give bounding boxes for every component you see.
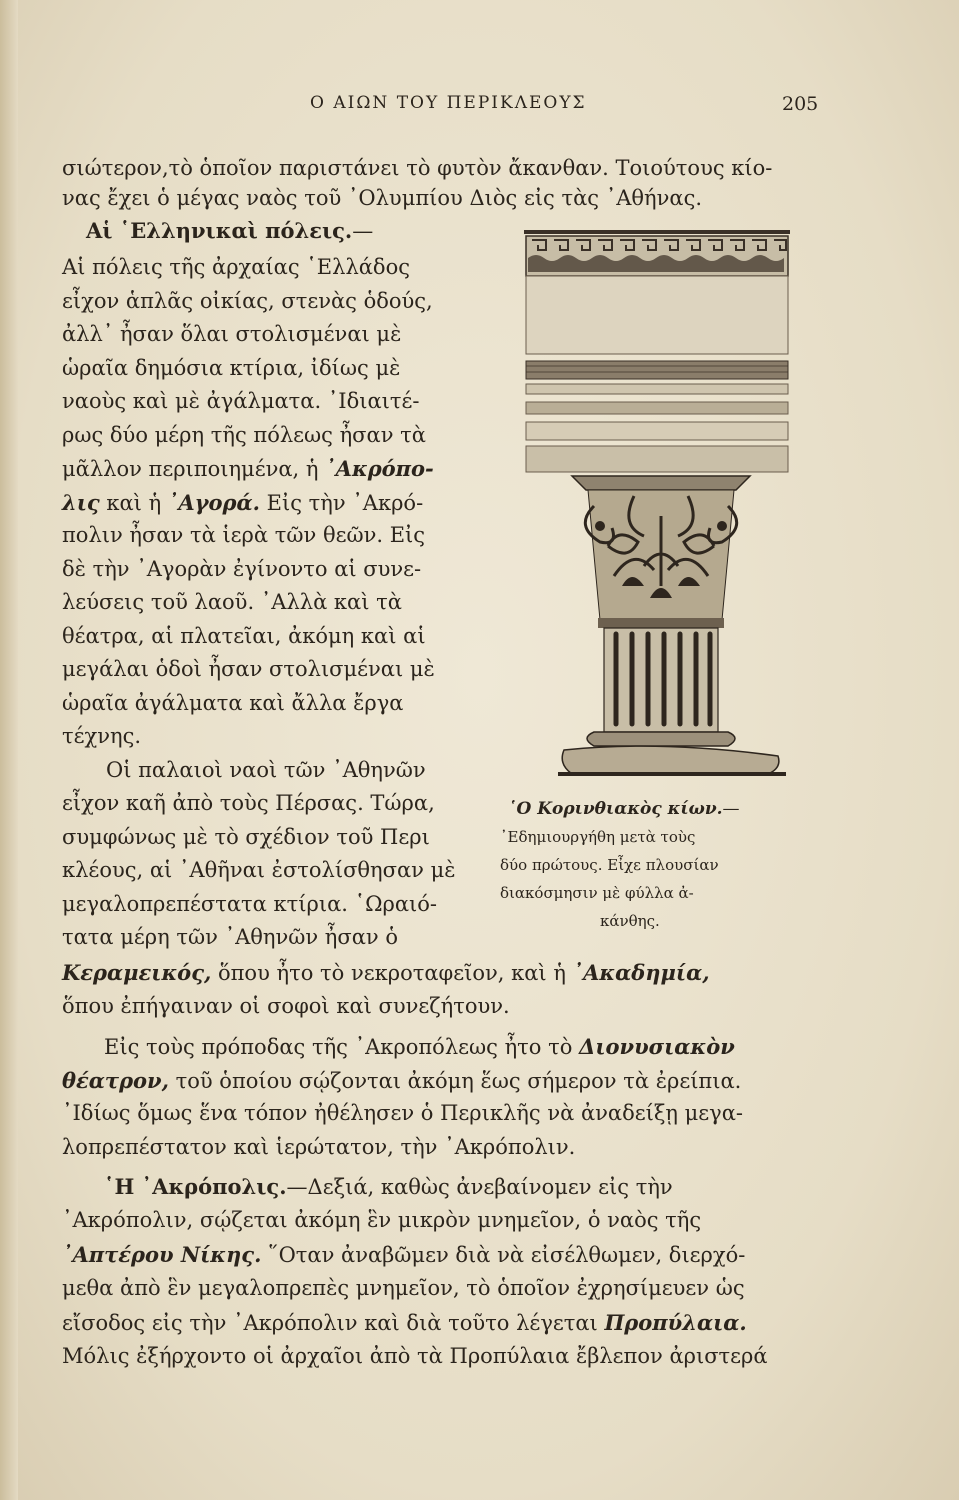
text-line: ρως δύο μέρη τῆς πόλεως ἦσαν τὰ: [62, 423, 426, 447]
emphasis-term: Διονυσιακὸν: [579, 1034, 735, 1059]
text-line: κλέους, αἱ ᾿Αθῆναι ἐστολίσθησαν μὲ: [62, 858, 456, 882]
emphasis-term: Κεραμεικός,: [62, 960, 212, 985]
text-line: εἶχον καῆ ἀπὸ τοὺς Πέρσας. Τώρα,: [62, 791, 435, 815]
emphasis-term: λις: [62, 490, 100, 515]
section-heading: Αἱ ῾Ελληνικαὶ πόλεις.: [86, 218, 353, 243]
text-run: μᾶλλον περιποιημένα, ἡ: [62, 457, 319, 481]
text-line: λοπρεπέστατον καὶ ἱερώτατον, τὴν ᾿Ακρόπολιν.: [62, 1135, 576, 1159]
text-run: —Δεξιά, καθὼς ἀνεβαίνομεν εἰς τὴν: [286, 1175, 673, 1199]
text-line: μεθα ἀπὸ ἓν μεγαλοπρεπὲς μνημεῖον, τὸ ὁποῖον ἐχρησίμευεν ὡς: [62, 1276, 745, 1300]
text-run: Εἰς τὴν ᾿Ακρό-: [266, 491, 424, 515]
text-line: μεγάλαι ὁδοὶ ἦσαν στολισμέναι μὲ: [62, 657, 435, 681]
text-line: εἶχον ἁπλᾶς οἰκίας, στενὰς ὁδούς,: [62, 289, 433, 313]
text-line: [62, 1312, 747, 1334]
text-run: ῞Οταν ἀναβῶμεν διὰ νὰ εἰσέλθωμεν, διερχό-: [268, 1243, 746, 1267]
section-heading-line: [86, 220, 373, 242]
page-header: [0, 93, 959, 123]
text-line: [62, 492, 423, 514]
text-line: λεύσεις τοῦ λαοῦ. ᾿Αλλὰ καὶ τὰ: [62, 590, 402, 614]
figure-caption-line: διακόσμησιν μὲ φύλλα ἀ-: [500, 884, 694, 902]
text-run: Εἰς τοὺς πρόποδας τῆς ᾿Ακροπόλεως ἦτο τὸ: [104, 1035, 573, 1059]
text-run: εἴσοδος εἰς τὴν ᾿Ακρόπολιν καὶ διὰ τοῦτο λέγεται: [62, 1311, 598, 1335]
emphasis-term: ᾿Απτέρου Νίκης.: [62, 1242, 262, 1267]
page-number: 205: [782, 93, 819, 115]
text-line: [104, 1036, 735, 1058]
text-line: Μόλις ἐξήρχοντο οἱ ἀρχαῖοι ἀπὸ τὰ Προπύλαια ἔβλεπον ἀριστερά: [62, 1344, 768, 1368]
text-line: νας ἔχει ὁ μέγας ναὸς τοῦ ᾿Ολυμπίου Διὸς εἰς τὰς ᾿Αθήνας.: [62, 186, 703, 210]
text-line: ᾿Ακρόπολιν, σῴζεται ἀκόμη ἓν μικρὸν μνημεῖον, ὁ ναὸς τῆς: [62, 1208, 702, 1232]
text-line: Οἱ παλαιοὶ ναοὶ τῶν ᾿Αθηνῶν: [106, 758, 426, 782]
text-line: ὡραῖα δημόσια κτίρια, ἰδίως μὲ: [62, 356, 401, 380]
text-line: θέατρα, αἱ πλατεῖαι, ἀκόμη καὶ αἱ: [62, 624, 426, 648]
text-line: ἀλλ᾿ ἦσαν ὅλαι στολισμέναι μὲ: [62, 322, 402, 346]
text-line: [62, 458, 434, 480]
text-line: σιώτερον,τὸ ὁποῖον παριστάνει τὸ φυτὸν ἄκανθαν. Τοιούτους κίο-: [62, 156, 773, 180]
emphasis-term: ᾿Αγορά.: [167, 490, 260, 515]
figure-caption-line: ᾿Εδημιουργήθη μετὰ τοὺς: [500, 828, 696, 846]
text-line: ὅπου ἐπήγαιναν οἱ σοφοὶ καὶ συνεζήτουν.: [62, 994, 510, 1018]
caption-dash: —: [722, 799, 740, 819]
text-run: ὅπου ἦτο τὸ νεκροταφεῖον, καὶ ἡ: [217, 961, 566, 985]
text-run: τοῦ ὁποίου σῴζονται ἀκόμη ἕως σήμερον τὰ ἐρείπια.: [175, 1069, 742, 1093]
corinthian-column-illustration: [524, 226, 792, 782]
page-edge-shadow: [0, 0, 18, 1500]
text-line: [62, 1244, 745, 1266]
emphasis-term: θέατρον,: [62, 1068, 169, 1093]
text-line: [62, 1070, 741, 1092]
text-line: τέχνης.: [62, 724, 142, 748]
emphasis-term: ᾿Ακρόπο-: [325, 456, 434, 481]
text-line: μεγαλοπρεπέστατα κτίρια. ῾Ωραιό-: [62, 892, 438, 916]
emphasis-term: ᾿Ακαδημία,: [572, 960, 710, 985]
figure-caption-title-line: [508, 797, 740, 818]
section-heading-line: [104, 1176, 673, 1198]
running-title: Ο ΑΙΩΝ ΤΟΥ ΠΕΡΙΚΛΕΟΥΣ: [310, 93, 587, 113]
text-line: Αἱ πόλεις τῆς ἀρχαίας ῾Ελλάδος: [62, 255, 410, 279]
figure-caption-line: δύο πρώτους. Εἶχε πλουσίαν: [500, 856, 719, 874]
section-heading: ῾Η ᾿Ακρόπολις.: [104, 1174, 287, 1199]
emphasis-term: Προπύλαια.: [604, 1310, 747, 1335]
text-line: ναοὺς καὶ μὲ ἀγάλματα. ᾿Ιδιαιτέ-: [62, 389, 420, 413]
text-line: ᾿Ιδίως ὅμως ἕνα τόπον ἠθέλησεν ὁ Περικλῆς νὰ ἀναδείξῃ μεγα-: [62, 1101, 744, 1125]
text-line: πολιν ἦσαν τὰ ἱερὰ τῶν θεῶν. Εἰς: [62, 523, 426, 547]
text-line: ὡραῖα ἀγάλματα καὶ ἄλλα ἔργα: [62, 691, 404, 715]
text-run: —: [352, 219, 374, 243]
text-run: καὶ ἡ: [106, 491, 162, 515]
text-line: δὲ τὴν ᾿Αγορὰν ἐγίνοντο αἱ συνε-: [62, 557, 422, 581]
figure-caption-line: κάνθης.: [600, 912, 660, 930]
text-line: συμφώνως μὲ τὸ σχέδιον τοῦ Περι: [62, 825, 430, 849]
text-line: [62, 962, 710, 984]
figure-caption-title: ῾Ο Κορινθιακὸς κίων.: [508, 799, 723, 819]
text-line: τατα μέρη τῶν ᾿Αθηνῶν ἦσαν ὁ: [62, 925, 398, 949]
